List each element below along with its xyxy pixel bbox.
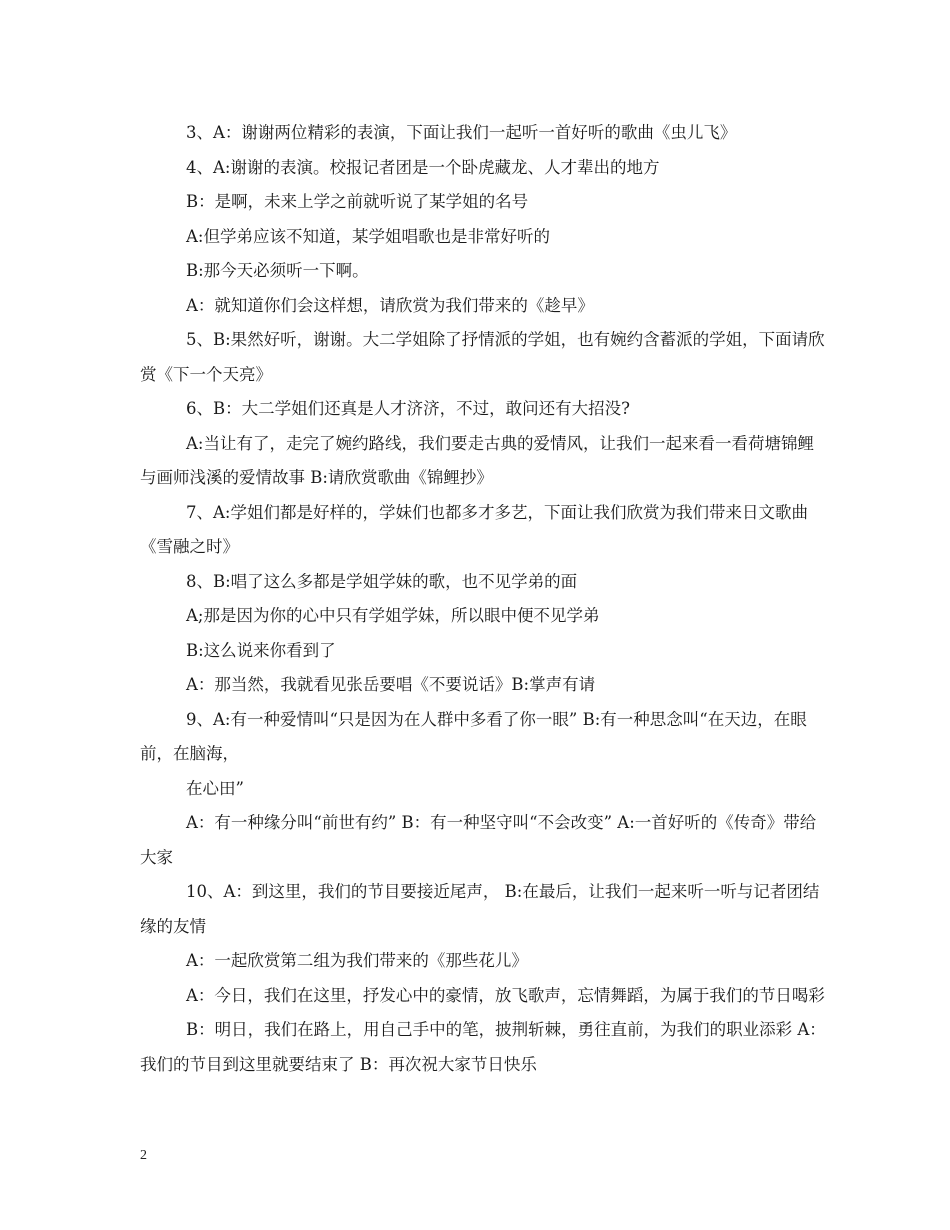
paragraph: B:这么说来你看到了 bbox=[186, 640, 336, 660]
paragraph: B：是啊，未来上学之前就听说了某学姐的名号 bbox=[186, 192, 529, 211]
paragraph: 在心田” bbox=[186, 778, 244, 798]
paragraph: 8、B:唱了这么多都是学姐学妹的歌，也不见学弟的面 bbox=[186, 571, 578, 591]
document-body bbox=[140, 116, 830, 1082]
paragraph: 5、B:果然好听，谢谢。大二学姐除了抒情派的学姐，也有婉约含蓄派的学姐，下面请欣赏《下一个天亮》 bbox=[140, 330, 825, 384]
paragraph: B：明日，我们在路上，用自己手中的笔，披荆斩棘，勇往直前，为我们的职业添彩 A：我们的节目到这里就要结束了 B：再次祝大家节日快乐 bbox=[140, 1020, 826, 1074]
paragraph: A;那是因为你的心中只有学姐学妹，所以眼中便不见学弟 bbox=[186, 606, 600, 625]
paragraph: B:那今天必须听一下啊。 bbox=[186, 261, 369, 280]
paragraph: A：今日，我们在这里，抒发心中的豪情，放飞歌声，忘情舞蹈，为属于我们的节日喝彩 bbox=[186, 985, 825, 1005]
paragraph: A：就知道你们会这样想，请欣赏为我们带来的《趁早》 bbox=[186, 295, 594, 315]
paragraph: 7、A:学姐们都是好样的，学妹们也都多才多艺，下面让我们欣赏为我们带来日文歌曲《雪融之时》 bbox=[140, 502, 808, 556]
paragraph: A:当让有了，走完了婉约路线，我们要走古典的爱情风，让我们一起来看一看荷塘锦鲤与画师浅溪的爱情故事 B:请欣赏歌曲《锦鲤抄》 bbox=[140, 433, 814, 487]
paragraph: 10、A：到这里，我们的节目要接近尾声， B:在最后，让我们一起来听一听与记者团结缘的友情 bbox=[140, 882, 820, 936]
paragraph: A：有一种缘分叫“前世有约” B：有一种坚守叫“不会改变” A:一首好听的《传奇》带给大家 bbox=[140, 813, 817, 867]
paragraph: A:但学弟应该不知道，某学姐唱歌也是非常好听的 bbox=[186, 226, 550, 246]
paragraph: 4、A:谢谢的表演。校报记者团是一个卧虎藏龙、人才辈出的地方 bbox=[186, 157, 660, 177]
page-number: 2 bbox=[140, 1148, 147, 1163]
paragraph: A：一起欣赏第二组为我们带来的《那些花儿》 bbox=[186, 951, 528, 970]
paragraph: 6、B：大二学姐们还真是人才济济，不过，敢问还有大招没? bbox=[186, 399, 630, 418]
paragraph: A：那当然，我就看见张岳要唱《不要说话》B:掌声有请 bbox=[186, 675, 596, 694]
paragraph: 3、A：谢谢两位精彩的表演，下面让我们一起听一首好听的歌曲《虫儿飞》 bbox=[186, 123, 737, 142]
paragraph: 9、A:有一种爱情叫“只是因为在人群中多看了你一眼” B:有一种思念叫“在天边，在眼前，在脑海， bbox=[140, 709, 807, 763]
